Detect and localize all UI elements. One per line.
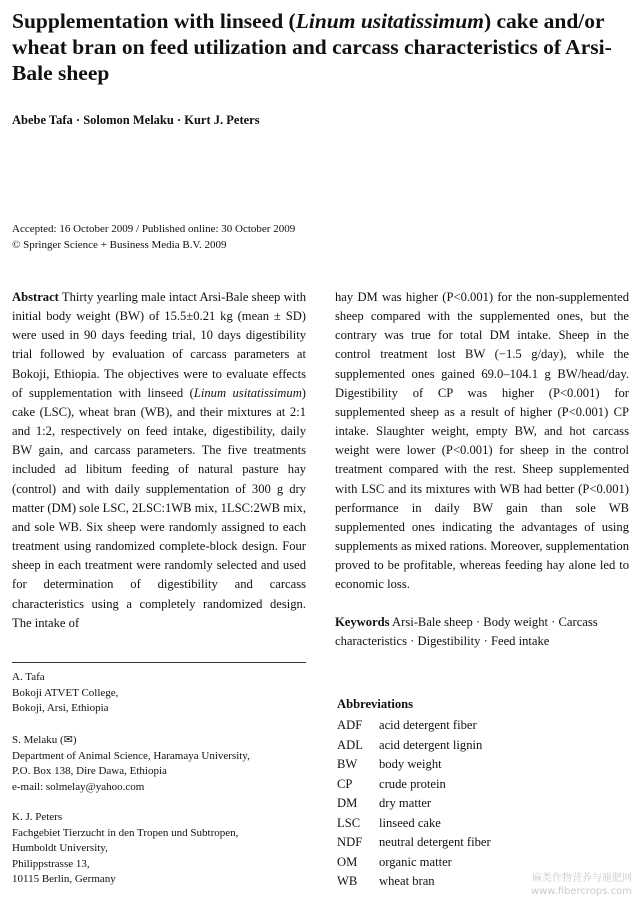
- abstract-paragraph: [12, 288, 306, 633]
- affiliation-line: Bokoji ATVET College,: [12, 686, 119, 699]
- keywords-paragraph: [335, 613, 629, 651]
- affiliation-line: Department of Animal Science, Haramaya University,: [12, 749, 250, 762]
- abbreviation-meaning: neutral detergent fiber: [379, 835, 491, 849]
- abstract-continuation: hay DM was higher (P<0.001) for the non-supplemented sheep compared with the supplemented ones, but the contrary was true for total DM intake. Sheep in the control treatment lost BW (−1.5 g/day), while the supplemented ones gained 69.0–104.1 g BW/head/day. Digestibility of CP was higher (P<0.001) for supplemented sheep as a result of higher (P<0.001) CP intake. Slaughter weight, empty BW, and hot carcass weight were lower (P<0.001) for sheep in the control treatment compared with the rest. Sheep supplemented with LSC and its mixtures with WB had better (P<0.001) performance in daily BW gain than sole WB supplemented ones indicating the advantages of using supplements as mixed rations. Moreover, supplementation proved to be profitable, whereas feeding hay alone led to economic loss.: [335, 290, 629, 592]
- abbreviation-code: DM: [337, 796, 358, 810]
- abbreviation-meaning: wheat bran: [379, 874, 435, 888]
- affiliation-line: S. Melaku (✉): [12, 734, 77, 746]
- watermark-line-url: www.fibercrops.com: [530, 886, 632, 897]
- abbreviation-code: CP: [337, 776, 353, 791]
- abbreviation-row: [337, 814, 491, 834]
- abbreviation-code: NDF: [337, 835, 363, 849]
- abbreviations-title: Abbreviations: [337, 697, 414, 711]
- email-link[interactable]: e-mail: solmelay@yahoo.com: [12, 780, 145, 793]
- abbreviation-row: [337, 716, 491, 736]
- abbreviation-row: [337, 833, 491, 853]
- abstract-text-1: Thirty yearling male intact Arsi-Bale sheep with initial body weight (BW) of 15.5±0.21 kg (mean ± SD) were used in 90 days feeding trial, 10 days digestibility trial followed by evaluation of carcass parameters at Bokoji, Ethiopia. The objectives were to evaluate effects of supplementation with linseed (: [12, 290, 306, 400]
- abbreviation-meaning: organic matter: [379, 854, 452, 869]
- affiliation-line: A. Tafa: [12, 671, 45, 683]
- abbreviation-code: BW: [337, 757, 358, 771]
- abbreviation-code: OM: [337, 854, 358, 869]
- affiliation-line: Bokoji, Arsi, Ethiopia: [12, 702, 109, 714]
- paper-title: [12, 8, 612, 86]
- abbreviation-row: [337, 872, 491, 892]
- affiliation-line: Philippstrasse 13,: [12, 857, 90, 870]
- keywords-label: Keywords: [335, 614, 390, 629]
- site-watermark: [531, 872, 632, 898]
- watermark-line-cn: 麻类作物营养与施肥网: [532, 873, 632, 884]
- abbreviation-meaning: linseed cake: [379, 815, 441, 830]
- abbreviation-meaning: acid detergent fiber: [379, 718, 477, 732]
- abstract-text-2: ) cake (LSC), wheat bran (WB), and their mixtures at 2:1 and 1:2, respectively on feed intake, digestibility, daily BW gain, and carcass parameters. The five treatments included ad libitum feeding of natural pasture hay (control) and with daily supplementation of 300 g dry matter (DM) sole LSC, 2LSC:1WB mix, 1LSC:2WB mix, and sole WB. Six sheep were randomly assigned to each treatment using randomized complete-block design. Four sheep in each treatment were randomly selected and used for determination of digestibility and carcass characteristics using a completely randomized design. The intake of: [12, 385, 306, 630]
- title-part-2: ) cake and/or wheat bran on feed utilization and carcass characteristics of Arsi-Bale sheep: [12, 9, 612, 85]
- affiliation-tafa: [12, 670, 306, 717]
- author-list: Abebe Tafa · Solomon Melaku · Kurt J. Peters: [12, 113, 260, 127]
- abbreviation-row: [337, 736, 491, 756]
- abbreviation-row: [337, 794, 491, 814]
- abstract-label: Abstract: [12, 290, 59, 304]
- title-italic-species: Linum usitatissimum: [295, 9, 484, 33]
- keywords-text: Arsi-Bale sheep · Body weight · Carcass characteristics · Digestibility · Feed intake: [335, 614, 598, 648]
- affiliation-line: Fachgebiet Tierzucht in den Tropen und Subtropen,: [12, 826, 239, 839]
- accepted-date-line: Accepted: 16 October 2009 / Published online: 30 October 2009: [12, 223, 296, 235]
- right-column: [335, 288, 629, 651]
- abbreviation-row: [337, 775, 491, 795]
- affiliation-melaku: [12, 733, 306, 795]
- abbreviation-code: ADF: [337, 718, 363, 732]
- abbreviation-code: LSC: [337, 815, 361, 830]
- abbreviation-row: [337, 755, 491, 775]
- abbreviation-row: [337, 853, 491, 873]
- affiliation-line: P.O. Box 138, Dire Dawa, Ethiopia: [12, 765, 167, 777]
- copyright-line: © Springer Science + Business Media B.V. 2009: [12, 239, 227, 251]
- abbreviation-meaning: body weight: [379, 757, 442, 771]
- affiliation-line: Humboldt University,: [12, 842, 108, 854]
- abbreviation-meaning: dry matter: [379, 796, 432, 810]
- abbreviation-code: ADL: [337, 737, 363, 752]
- publication-info: [12, 221, 295, 253]
- abbreviation-code: WB: [337, 874, 358, 888]
- abbreviations-list: [337, 716, 491, 892]
- abstract-italic-species: Linum usitatissimum: [193, 385, 302, 400]
- affiliation-line: K. J. Peters: [12, 811, 63, 823]
- affiliation-peters: [12, 810, 306, 888]
- affiliation-line: 10115 Berlin, Germany: [12, 873, 116, 885]
- footnote-separator: [12, 662, 306, 663]
- abbreviation-meaning: crude protein: [379, 776, 446, 791]
- title-part-1: Supplementation with linseed (: [12, 9, 296, 33]
- abbreviation-meaning: acid detergent lignin: [379, 737, 483, 752]
- left-column: [12, 288, 306, 633]
